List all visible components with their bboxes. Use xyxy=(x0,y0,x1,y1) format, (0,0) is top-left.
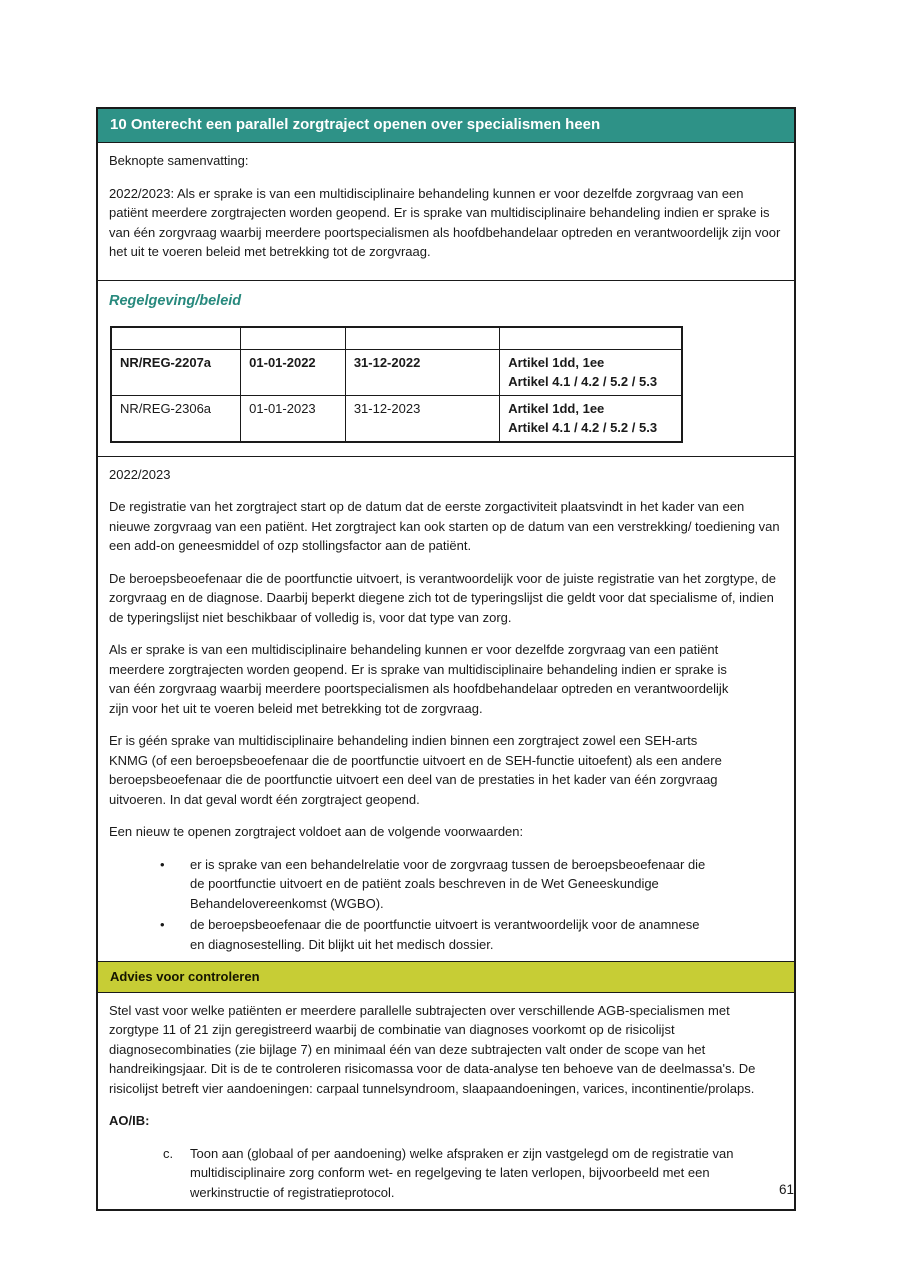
table-cell-code: NR/REG-2306a xyxy=(111,395,241,442)
advice-paragraph: Stel vast voor welke patiënten er meerdere parallelle subtrajecten over verschillende AGB-specialismen met zorgtype 11 of 21 zijn geregistreerd waarbij de combinatie van diagnoses voorkomt op de risicolijst diagnosecombinaties (zie bijlage 7) en minimaal één van deze subtrajecten valt onder de scope van het handreikingsjaar. Dit is de te controleren risicomassa voor de data-analyse ten behoeve van de deelmassa's. De risicolijst betreft vier aandoeningen: carpaal tunnelsyndroom, slaapaandoeningen, varices, incontinentie/prolaps. xyxy=(109,1002,756,1096)
section-title: 10 Onterecht een parallel zorgtraject openen over specialismen heen xyxy=(110,116,601,134)
table-cell-end-date: 31-12-2023 xyxy=(345,395,499,442)
table-cell-empty xyxy=(241,327,346,349)
paragraph-registration: De registratie van het zorgtraject start op de datum dat de eerste zorgactiviteit plaatsvindt in het kader van een nieuwe zorgvraag van een patiënt. Het zorgtraject kan ook starten op de datum van een verstrekking/ toediening van een add-on geneesmiddel of ozp stollingsfactor aan de patiënt. xyxy=(109,499,780,554)
aoib-list xyxy=(109,1144,783,1203)
year-label: 2022/2023 xyxy=(109,466,171,482)
table-cell-code: NR/REG-2207a xyxy=(111,349,241,395)
regulation-section xyxy=(98,280,794,456)
article-line: Artikel 4.1 / 4.2 / 5.2 / 5.3 xyxy=(508,420,658,436)
aoib-item-text: Toon aan (globaal of per aandoening) welke afspraken er zijn vastgelegd om de registratie van multidisciplinaire zorg conform wet- en regelgeving te laten verlopen, bijvoorbeeld met een werkinstructie of registratieprotocol. xyxy=(190,1145,734,1200)
table-cell-empty xyxy=(111,327,241,349)
table-header-row xyxy=(111,327,682,349)
details-section xyxy=(98,456,794,962)
condition-text: er is sprake van een behandelrelatie voor de zorgvraag tussen de beroepsbeoefenaar die de poortfunctie uitvoert en de patiënt zoals beschreven in de Wet Geneeskundige Behandelovereenkomst (WGBO). xyxy=(190,856,706,911)
bullet-icon: • xyxy=(160,856,165,872)
bullet-icon: • xyxy=(160,917,165,933)
regulation-table xyxy=(110,326,683,443)
table-cell-articles xyxy=(500,349,682,395)
advice-banner-label: Advies voor controleren xyxy=(110,969,260,985)
page-number: 61 xyxy=(778,1182,794,1197)
summary-paragraph: 2022/2023: Als er sprake is van een multidisciplinaire behandeling kunnen er voor dezelfde zorgvraag van een patiënt meerdere zorgtrajecten worden geopend. Er is sprake van multidisciplinaire behandeling indien er sprake is van één zorgvraag waarbij meerdere poortspecialismen als hoofdbehandelaar optreden en verantwoordelijk zijn voor het uit te voeren beleid met betrekking tot de zorgvraag. xyxy=(109,185,781,259)
advice-section xyxy=(98,993,794,1210)
conditions-list xyxy=(109,855,783,955)
table-cell-empty xyxy=(345,327,499,349)
summary-label: Beknopte samenvatting: xyxy=(109,153,249,168)
document-box xyxy=(96,107,796,1211)
table-row xyxy=(111,349,682,395)
summary-section xyxy=(98,143,794,280)
regulation-heading: Regelgeving/beleid xyxy=(109,292,242,309)
table-cell-end-date: 31-12-2022 xyxy=(345,349,499,395)
article-line: Artikel 4.1 / 4.2 / 5.2 / 5.3 xyxy=(508,374,658,390)
aoib-label: AO/IB: xyxy=(109,1113,150,1129)
list-item xyxy=(160,915,783,954)
paragraph-geen-sprake: Er is géén sprake van multidisciplinaire behandeling indien binnen een zorgtraject zowel een SEH-arts KNMG (of een beroepsbeoefenaar die de poortfunctie uitvoert en de SEH-functie uitoefent) als een andere beroepsbeoefenaar die de poortfunctie uitvoert een deel van de prestaties in het kader van één zorgvraag uitvoeren. In dat geval wordt één zorgtraject geopend. xyxy=(109,733,722,807)
paragraph-beroepsbeoefenaar: De beroepsbeoefenaar die de poortfunctie uitvoert, is verantwoordelijk voor de juiste registratie van het zorgtype, de zorgvraag en de diagnose. Daarbij beperkt diegene zich tot de typeringslijst die geldt voor dat specialisme of, indien de typeringslijst niet beschikbaar of volledig is, voor dat type van zorg. xyxy=(109,570,776,625)
conditions-intro: Een nieuw te openen zorgtraject voldoet aan de volgende voorwaarden: xyxy=(109,824,524,840)
aoib-item-marker: c. xyxy=(163,1145,174,1161)
table-row xyxy=(111,395,682,442)
article-line: Artikel 1dd, 1ee xyxy=(508,354,605,370)
advice-banner xyxy=(98,961,794,993)
condition-text: de beroepsbeoefenaar die de poortfunctie uitvoert is verantwoordelijk voor de anamnese en diagnosestelling. Dit blijkt uit het medisch dossier. xyxy=(190,917,700,952)
list-item xyxy=(160,855,783,914)
list-item xyxy=(163,1144,783,1203)
table-cell-empty xyxy=(500,327,682,349)
table-cell-start-date: 01-01-2022 xyxy=(241,349,346,395)
table-cell-start-date: 01-01-2023 xyxy=(241,395,346,442)
article-line: Artikel 1dd, 1ee xyxy=(508,400,605,416)
table-cell-articles xyxy=(500,395,682,442)
paragraph-multidisciplinair: Als er sprake is van een multidisciplinaire behandeling kunnen er voor dezelfde zorgvraag van een patiënt meerdere zorgtrajecten worden geopend. Er is sprake van multidisciplinaire behandeling indien er sprake is van één zorgvraag waarbij meerdere poortspecialismen als hoofdbehandelaar optreden en verantwoordelijk zijn voor het uit te voeren beleid met betrekking tot de zorgvraag. xyxy=(109,642,729,716)
section-title-bar xyxy=(98,109,794,143)
